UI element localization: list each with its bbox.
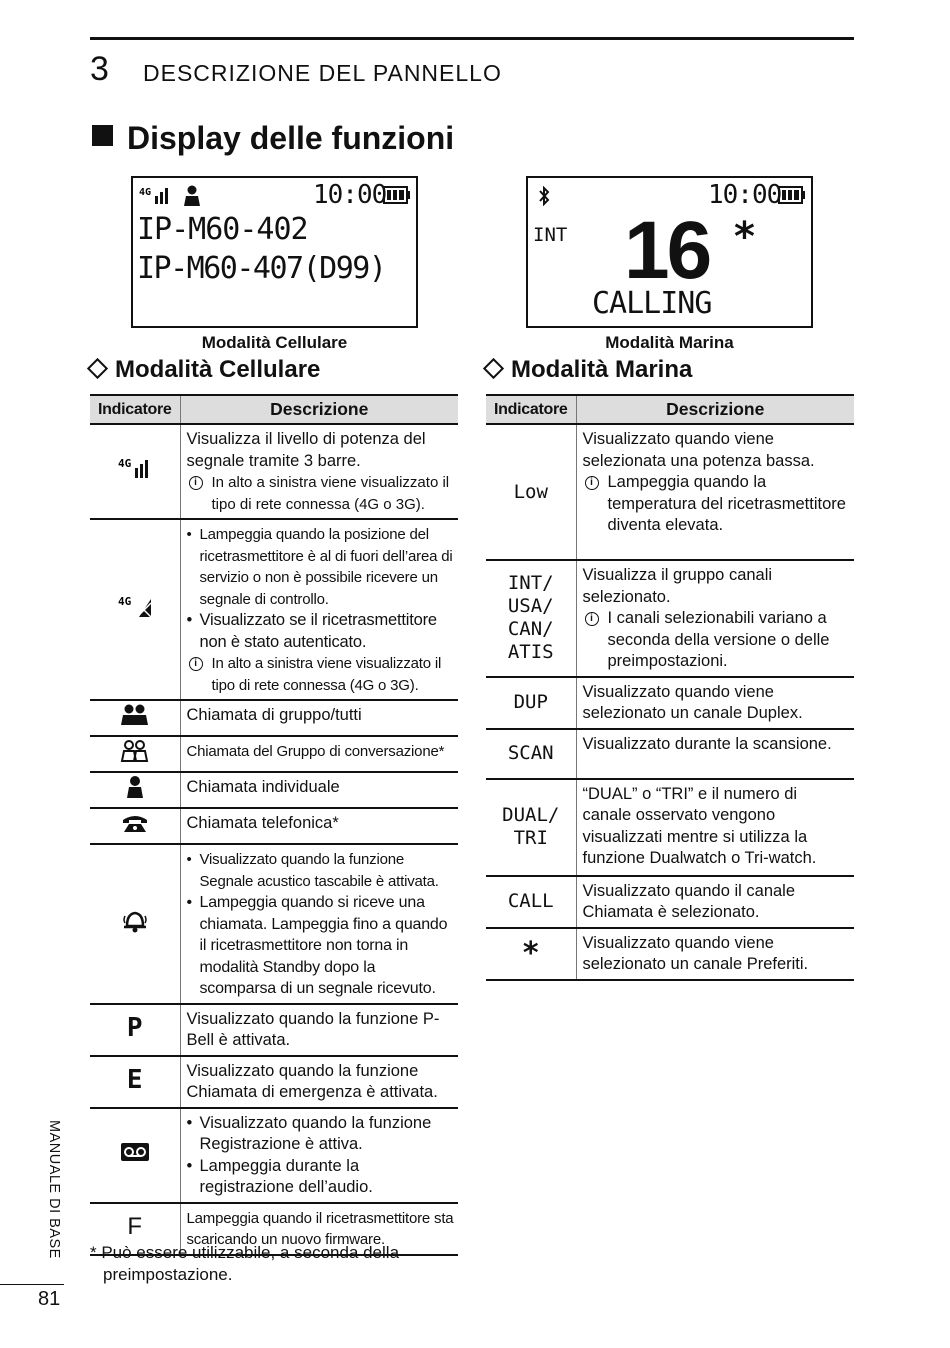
cellular-line-2: IP-M60-407(D99) (137, 251, 386, 286)
network-type-label: 4G (117, 595, 131, 609)
table-header-row (90, 395, 458, 424)
channel-group-icon: INT/ USA/ CAN/ ATIS (486, 560, 576, 677)
square-bullet-icon (92, 125, 113, 146)
marine-channel-group: INT (533, 224, 568, 246)
table-row: INT/ USA/ CAN/ ATIS Visualizza il gruppo canali selezionato. i I canali selezionabili variano a seconda della versione o delle preimpostazioni. (486, 560, 854, 677)
signal-4g-icon (139, 184, 173, 208)
table-row: Chiamata telefonica* (90, 808, 458, 844)
battery-icon (778, 186, 806, 204)
group-call-icon (120, 703, 150, 727)
table-row: Chiamata di gruppo/tutti (90, 700, 458, 736)
low-power-icon: Low (486, 424, 576, 560)
scan-icon: SCAN (486, 729, 576, 779)
table-row: Low Visualizzato quando viene selezionata una potenza bassa. i Lampeggia quando la temperatura del ricetrasmettitore diventa elevata. (486, 424, 854, 560)
info-icon: i (189, 657, 203, 671)
col-indicator: Indicatore (90, 395, 180, 424)
table-row: E Visualizzato quando la funzione Chiamata di emergenza è attivata. (90, 1056, 458, 1108)
cellular-time: 10:00 (313, 180, 387, 210)
table-row: • Visualizzato quando la funzione Segnale acustico tascabile è attivata. • Lampeggia quando si riceve una chiamata. Lampeggia fino a quando il ricetrasmettitore non torna in modalità Standby dopo la scomparsa di un segnale ricevuto. (90, 844, 458, 1004)
call-channel-icon: CALL (486, 876, 576, 928)
network-type-label: 4G (117, 457, 131, 471)
marine-caption: Modalità Marina (605, 333, 734, 352)
table-row: CALL Visualizzato quando il canale Chiamata è selezionato. (486, 876, 854, 928)
info-icon: i (585, 612, 599, 626)
cellular-line-1: IP-M60-402 (137, 212, 308, 247)
table-row: DUAL/ TRI “DUAL” o “TRI” e il numero di canale osservato vengono visualizzati mentre si utilizza la funzione Dualwatch o Tri-watch. (486, 779, 854, 876)
diamond-icon (483, 358, 504, 379)
table-row: DUP Visualizzato quando viene selezionato un canale Duplex. (486, 677, 854, 729)
chapter-title: DESCRIZIONE DEL PANNELLO (143, 60, 502, 86)
section-title: Display delle funzioni (92, 120, 454, 157)
table-row: Chiamata individuale (90, 772, 458, 808)
col-indicator: Indicatore (486, 395, 576, 424)
recording-icon (120, 1142, 150, 1162)
talkgroup-call-icon (120, 739, 150, 763)
table-row: F Lampeggia quando il ricetrasmettitore sta scaricando un nuovo firmware. (90, 1203, 458, 1255)
person-icon (183, 185, 201, 207)
marine-screen (526, 176, 813, 328)
marine-status: CALLING (592, 286, 712, 321)
table-row: * Visualizzato quando viene selezionato un canale Preferiti. (486, 928, 854, 980)
marine-indicator-table (486, 394, 854, 981)
table-row: Chiamata del Gruppo di conversazione* (90, 736, 458, 772)
top-rule (90, 37, 854, 40)
footnote: * Può essere utilizzabile, a seconda della preimpostazione. (90, 1243, 400, 1284)
marine-time: 10:00 (708, 180, 782, 210)
info-icon: i (189, 476, 203, 490)
marine-favorite-mark: * (734, 214, 755, 260)
side-label: MANUALE DI BASE (46, 1120, 62, 1259)
individual-call-icon (125, 775, 145, 799)
svg-text:4G: 4G (139, 187, 152, 198)
marine-channel-number: 16 (624, 205, 710, 296)
cellular-screen (131, 176, 418, 328)
cellular-subheading: Modalità Cellulare (86, 356, 320, 384)
firmware-icon: F (127, 1213, 143, 1241)
duplex-icon: DUP (486, 677, 576, 729)
bell-icon (122, 908, 148, 934)
p-bell-icon: P (126, 1013, 143, 1043)
table-row: 4G • Lampeggia quando la posizione del ricetrasmettitore è al di fuori dell’area di servizio o non è possibile ricevere un segnale di controllo. • Visualizzato se il ricetrasmettitore non è stato autenticato. i In alto a sinistra viene visualizzato il tipo di rete connessa (4G o 3G). (90, 519, 458, 700)
phone-icon (121, 812, 149, 834)
page-number: 81 (38, 1288, 61, 1310)
emergency-icon: E (126, 1065, 143, 1095)
chapter-number: 3 (90, 50, 109, 88)
marine-subheading: Modalità Marina (482, 356, 692, 384)
cellular-caption: Modalità Cellulare (201, 333, 348, 352)
table-row: • Visualizzato quando la funzione Registrazione è attiva. • Lampeggia durante la registrazione dell’audio. (90, 1108, 458, 1203)
table-row: 4G Visualizza il livello di potenza del segnale tramite 3 barre. i In alto a sinistra viene visualizzato il tipo di rete connessa (4G o 3G). (90, 424, 458, 519)
col-description: Descrizione (180, 395, 458, 424)
table-row: P Visualizzato quando la funzione P-Bell è attivata. (90, 1004, 458, 1056)
no-signal-icon (115, 593, 155, 619)
signal-bars-icon (115, 455, 155, 481)
table-header-row (486, 395, 854, 424)
bluetooth-icon (537, 186, 551, 206)
battery-icon (383, 186, 411, 204)
cellular-indicator-table (90, 394, 458, 1256)
info-icon: i (585, 476, 599, 490)
dual-tri-icon: DUAL/ TRI (486, 779, 576, 876)
favorite-star-icon: * (486, 928, 576, 980)
diamond-icon (87, 358, 108, 379)
table-row: SCAN Visualizzato durante la scansione. (486, 729, 854, 779)
col-description: Descrizione (576, 395, 854, 424)
page-number-rule (0, 1284, 64, 1285)
